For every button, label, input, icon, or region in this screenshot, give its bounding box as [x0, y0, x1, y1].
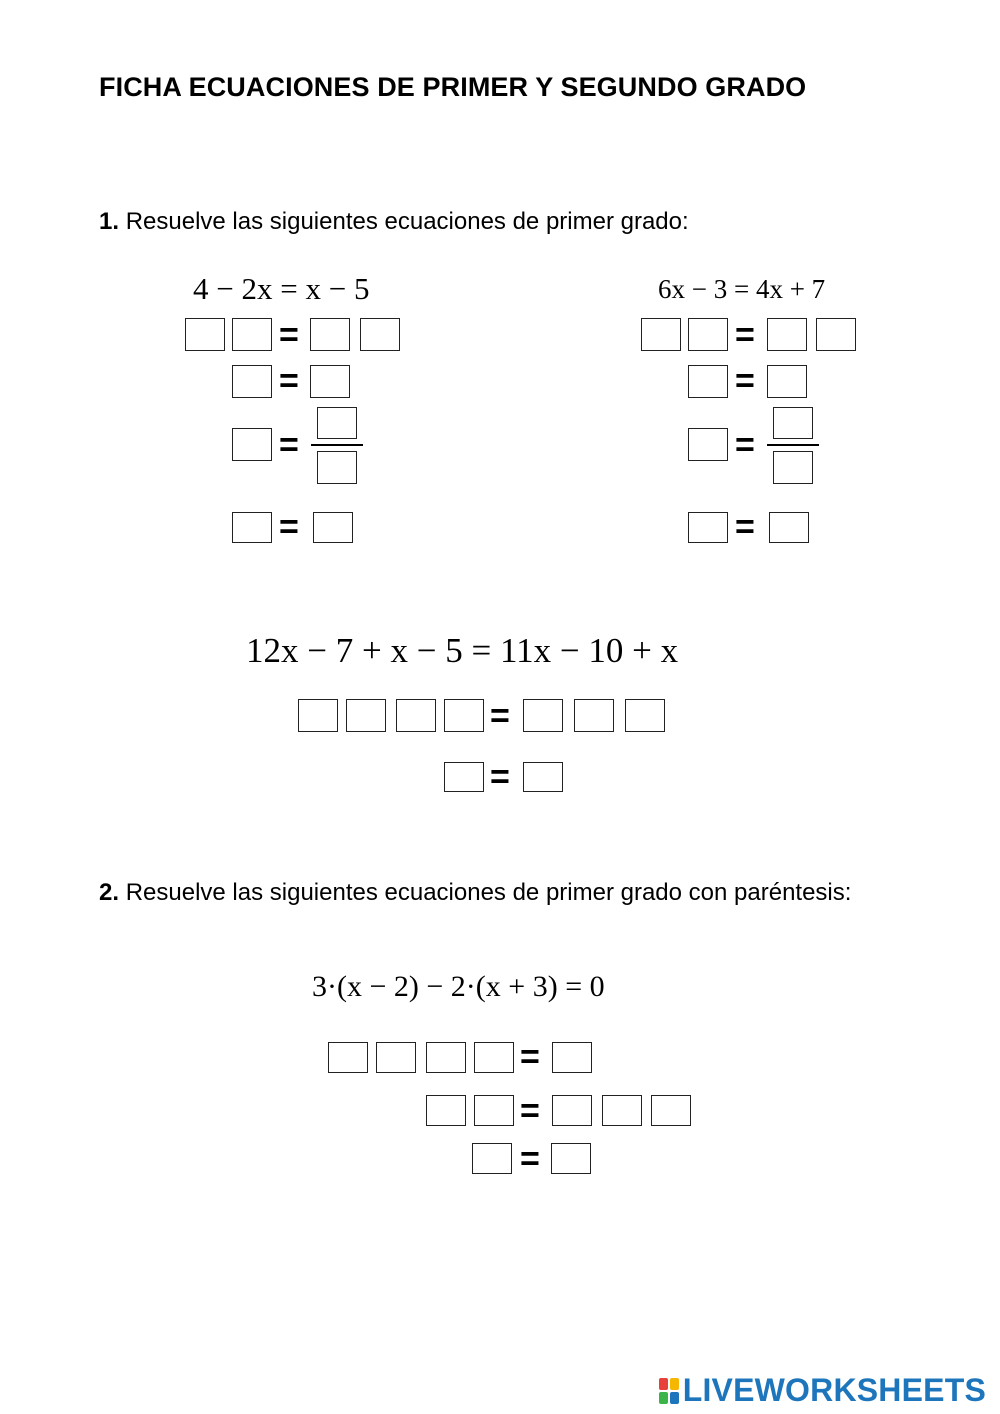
answer-box[interactable] [552, 1042, 592, 1073]
equals-sign: = [279, 362, 299, 400]
equation-c: 12x − 7 + x − 5 = 11x − 10 + x [246, 631, 679, 670]
answer-box[interactable] [574, 699, 614, 732]
answer-box[interactable] [346, 699, 386, 732]
answer-box[interactable] [552, 1095, 592, 1126]
equals-sign: = [520, 1092, 540, 1130]
answer-box[interactable] [426, 1095, 466, 1126]
answer-box[interactable] [688, 365, 728, 398]
numerator-box[interactable] [317, 407, 357, 439]
page-title: FICHA ECUACIONES DE PRIMER Y SEGUNDO GRADO [99, 72, 807, 102]
answer-box[interactable] [523, 762, 563, 792]
denominator-box[interactable] [317, 451, 357, 484]
liveworksheets-logo-icon [659, 1378, 679, 1404]
answer-box[interactable] [767, 365, 807, 398]
equals-sign: = [735, 316, 755, 354]
section-2-number: 2. [99, 879, 120, 906]
equation-a: 4 − 2x = x − 5 [193, 271, 370, 306]
answer-box[interactable] [232, 318, 272, 351]
equals-sign: = [279, 426, 299, 464]
answer-box[interactable] [474, 1095, 514, 1126]
answer-box[interactable] [688, 318, 728, 351]
answer-box[interactable] [602, 1095, 642, 1126]
logo-text: LIVEWORKSHEETS [682, 1372, 986, 1408]
answer-box[interactable] [688, 428, 728, 461]
fraction-bar [311, 444, 363, 446]
equals-sign: = [520, 1140, 540, 1178]
liveworksheets-logo[interactable] [659, 1372, 986, 1409]
equals-sign: = [735, 508, 755, 546]
answer-box[interactable] [816, 318, 856, 351]
equals-sign: = [735, 362, 755, 400]
answer-box[interactable] [360, 318, 400, 351]
answer-box[interactable] [232, 512, 272, 543]
equation-b: 6x − 3 = 4x + 7 [658, 274, 826, 304]
answer-box[interactable] [426, 1042, 466, 1073]
answer-box[interactable] [769, 512, 809, 543]
equals-sign: = [490, 758, 510, 796]
answer-box[interactable] [310, 318, 350, 351]
answer-box[interactable] [474, 1042, 514, 1073]
section-1-number: 1. [99, 208, 120, 235]
section-1-instruction [99, 208, 689, 236]
answer-box[interactable] [651, 1095, 691, 1126]
answer-box[interactable] [688, 512, 728, 543]
answer-box[interactable] [232, 428, 272, 461]
answer-box[interactable] [328, 1042, 368, 1073]
answer-box[interactable] [396, 699, 436, 732]
answer-box[interactable] [232, 365, 272, 398]
answer-box[interactable] [185, 318, 225, 351]
answer-box[interactable] [298, 699, 338, 732]
answer-box[interactable] [376, 1042, 416, 1073]
section-1-text: Resuelve las siguientes ecuaciones de primer grado: [125, 208, 689, 235]
answer-box[interactable] [767, 318, 807, 351]
equation-d: 3·(x − 2) − 2·(x + 3) = 0 [312, 970, 605, 1003]
equals-sign: = [279, 316, 299, 354]
answer-box[interactable] [444, 699, 484, 732]
answer-box[interactable] [523, 699, 563, 732]
answer-box[interactable] [444, 762, 484, 792]
answer-box[interactable] [313, 512, 353, 543]
answer-box[interactable] [641, 318, 681, 351]
denominator-box[interactable] [773, 451, 813, 484]
fraction-bar [767, 444, 819, 446]
answer-box[interactable] [472, 1143, 512, 1174]
section-2-instruction [99, 879, 851, 907]
equals-sign: = [490, 697, 510, 735]
equals-sign: = [520, 1038, 540, 1076]
numerator-box[interactable] [773, 407, 813, 439]
answer-box[interactable] [310, 365, 350, 398]
equals-sign: = [279, 508, 299, 546]
section-2-text: Resuelve las siguientes ecuaciones de primer grado con paréntesis: [125, 879, 852, 906]
equals-sign: = [735, 426, 755, 464]
answer-box[interactable] [551, 1143, 591, 1174]
answer-box[interactable] [625, 699, 665, 732]
